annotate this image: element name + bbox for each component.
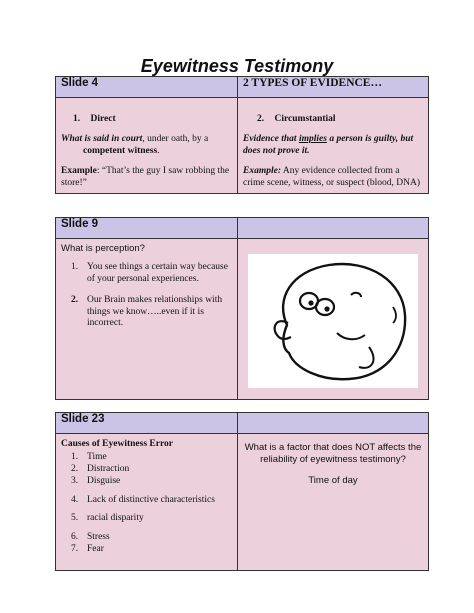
- cause-text: Distraction: [87, 463, 130, 474]
- perception-image-cell: [238, 239, 429, 400]
- cause-item: [71, 544, 232, 556]
- perception-item-1-text: You see things a certain way because of your personal experiences.: [87, 261, 228, 284]
- direct-evidence-cell: [56, 98, 238, 194]
- slide-4-table: [55, 76, 429, 194]
- cause-item: [71, 495, 232, 507]
- causes-cell: [56, 434, 238, 571]
- direct-number: 1.: [73, 114, 81, 124]
- direct-example: [61, 166, 232, 190]
- direct-def-bold: competent witness: [83, 145, 158, 156]
- left-pupil: [308, 300, 313, 305]
- circ-def-implies: implies: [298, 133, 327, 144]
- circ-def-a: Evidence that: [243, 133, 299, 144]
- circ-example-text: Any evidence collected from a crime scene, witness, or suspect (blood, DNA): [243, 165, 421, 188]
- direct-example-label: Example: [61, 165, 97, 176]
- slide-9-table: [55, 217, 429, 400]
- circumstantial-item: [243, 114, 423, 126]
- cause-text: racial disparity: [87, 513, 144, 524]
- cause-text: Time: [87, 451, 107, 462]
- slide-23-table: [55, 412, 429, 571]
- cause-number: 4.: [71, 494, 79, 505]
- circumstantial-example: [243, 166, 423, 190]
- illustration-background: [248, 254, 418, 388]
- cause-text: Fear: [87, 544, 104, 555]
- right-pupil: [324, 306, 329, 311]
- perception-question: What is perception?: [61, 243, 145, 254]
- slide-23-header: Slide 23: [56, 413, 238, 434]
- cause-number: 2.: [71, 463, 79, 474]
- direct-evidence-item: [61, 114, 232, 126]
- factor-question: What is a factor that does NOT affects the reliability of eyewitness testimony?: [244, 442, 422, 465]
- cause-text: Disguise: [87, 475, 121, 486]
- causes-list: [61, 452, 232, 556]
- circumstantial-definition: [243, 134, 423, 158]
- slide-4-header: Slide 4: [56, 77, 238, 98]
- factor-answer: Time of day: [308, 474, 358, 486]
- slide-23-header-right: [238, 413, 429, 434]
- causes-title: Causes of Eyewitness Error: [61, 439, 173, 449]
- perception-item-1: [61, 262, 232, 286]
- circumstantial-evidence-cell: [238, 98, 429, 194]
- cause-item: [71, 476, 232, 488]
- cause-number: 7.: [71, 544, 79, 555]
- perception-item-2-number: 2.: [71, 294, 79, 305]
- circumstantial-number: 2.: [257, 114, 265, 124]
- direct-label: Direct: [90, 114, 116, 124]
- cause-item: [71, 452, 232, 464]
- factor-question-cell: [238, 434, 429, 571]
- cartoon-face-illustration: [247, 253, 419, 389]
- cause-number: 3.: [71, 475, 79, 486]
- cause-item: [71, 513, 232, 525]
- direct-def-rest: , under oath, by a: [142, 133, 209, 144]
- evidence-types-header: 2 TYPES OF EVIDENCE…: [238, 77, 429, 98]
- perception-item-1-number: 1.: [71, 261, 79, 272]
- cause-text: Lack of distinctive characteristics: [87, 494, 215, 505]
- page-title: Eyewitness Testimony: [140, 56, 334, 76]
- perception-item-2-text: Our Brain makes relationships with things we know…..even if it is incorrect.: [87, 294, 223, 329]
- cause-number: 6.: [71, 532, 79, 543]
- circumstantial-label: Circumstantial: [274, 114, 336, 124]
- cause-number: 5.: [71, 513, 79, 524]
- direct-definition: [61, 134, 232, 158]
- cause-text: Stress: [87, 532, 110, 543]
- direct-example-text: : “That’s the guy I saw robbing the store!”: [61, 165, 230, 188]
- direct-def-italic: What is said in court: [61, 133, 143, 144]
- circ-example-label: Example:: [243, 165, 281, 176]
- cause-item: [71, 532, 232, 544]
- slide-9-header-right: [238, 218, 429, 239]
- perception-cell: [56, 239, 238, 400]
- cause-item: [71, 464, 232, 476]
- direct-def-end: .: [157, 145, 160, 156]
- circ-def-c: a person is guilty, but does not prove it.: [243, 133, 414, 156]
- slide-9-header: Slide 9: [56, 218, 238, 239]
- perception-item-2: [61, 295, 232, 331]
- cause-number: 1.: [71, 451, 79, 462]
